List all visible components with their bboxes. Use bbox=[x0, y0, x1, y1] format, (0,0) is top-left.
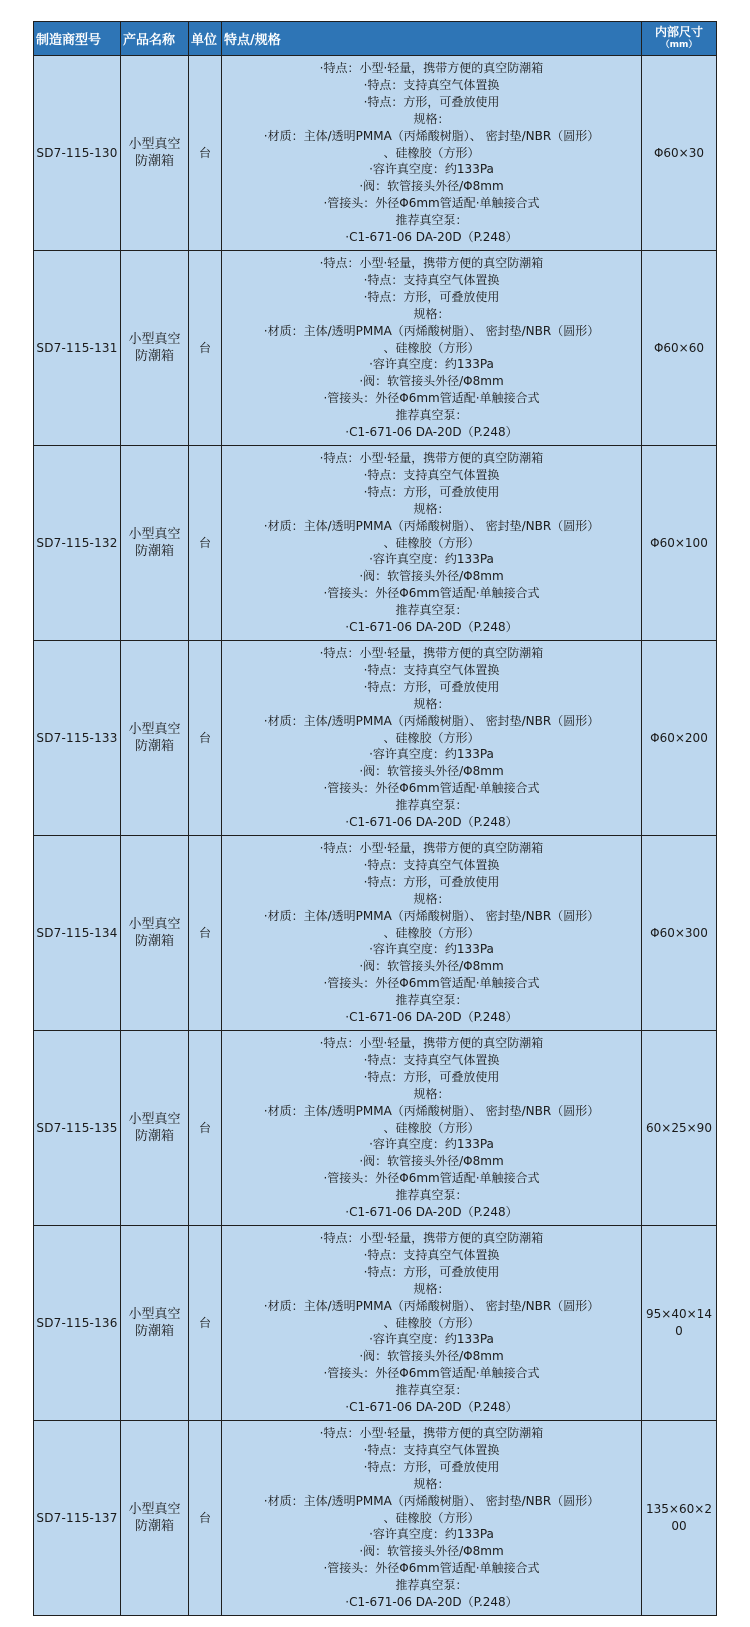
spec-line: 推荐真空泵： bbox=[395, 1188, 468, 1203]
header-dim-unit: （mm） bbox=[660, 39, 698, 50]
spec-line: ·特点：支持真空气体置换 bbox=[363, 467, 500, 482]
spec-line: ·容许真空度：约133Pa bbox=[369, 747, 494, 762]
spec-line: ·特点：方形，可叠放使用 bbox=[363, 1069, 500, 1084]
spec-line: ·C1-671-06 DA-20D（P.248） bbox=[345, 1205, 518, 1220]
spec-line: ·阀：软管接头外径/Φ8mm bbox=[359, 1544, 504, 1559]
spec-line: ·管接头：外径Φ6mm管适配·单触接合式 bbox=[323, 391, 540, 406]
spec-line: ·C1-671-06 DA-20D（P.248） bbox=[345, 620, 518, 635]
spec-line: ·特点：方形，可叠放使用 bbox=[363, 484, 500, 499]
unit-cell: 台 bbox=[189, 1421, 222, 1616]
spec-line: ·容许真空度：约133Pa bbox=[369, 1527, 494, 1542]
spec-line: ·材质：主体/透明PMMA（丙烯酸树脂）、 密封垫/NBR（圆形） bbox=[263, 1493, 600, 1508]
dimension-cell: 60×25×90 bbox=[642, 1031, 717, 1226]
model-cell: SD7-115-135 bbox=[34, 1031, 121, 1226]
table-row bbox=[34, 836, 717, 1031]
spec-cell bbox=[222, 446, 642, 641]
spec-line: 、硅橡胶（方形） bbox=[383, 340, 480, 355]
spec-line: 、硅橡胶（方形） bbox=[383, 1315, 480, 1330]
model-cell: SD7-115-132 bbox=[34, 446, 121, 641]
spec-line: ·管接头：外径Φ6mm管适配·单触接合式 bbox=[323, 1366, 540, 1381]
spec-line: ·C1-671-06 DA-20D（P.248） bbox=[345, 230, 518, 245]
table-body bbox=[34, 56, 717, 1616]
spec-line: 、硅橡胶（方形） bbox=[383, 1120, 480, 1135]
spec-cell bbox=[222, 56, 642, 251]
spec-cell bbox=[222, 1031, 642, 1226]
spec-line: 规格： bbox=[413, 1281, 450, 1296]
spec-line: ·C1-671-06 DA-20D（P.248） bbox=[345, 425, 518, 440]
spec-line: ·特点：小型·轻量，携带方便的真空防潮箱 bbox=[319, 61, 544, 76]
header-spec: 特点/规格 bbox=[222, 22, 642, 56]
spec-line: ·特点：小型·轻量，携带方便的真空防潮箱 bbox=[319, 1231, 544, 1246]
spec-line: ·特点：方形，可叠放使用 bbox=[363, 1264, 500, 1279]
spec-line: ·阀：软管接头外径/Φ8mm bbox=[359, 569, 504, 584]
product-name-cell: 小型真空防潮箱 bbox=[121, 446, 189, 641]
header-model: 制造商型号 bbox=[34, 22, 121, 56]
spec-cell bbox=[222, 836, 642, 1031]
unit-cell: 台 bbox=[189, 1226, 222, 1421]
spec-cell bbox=[222, 1421, 642, 1616]
model-cell: SD7-115-133 bbox=[34, 641, 121, 836]
table-row bbox=[34, 1421, 717, 1616]
spec-line: ·C1-671-06 DA-20D（P.248） bbox=[345, 815, 518, 830]
spec-line: ·容许真空度：约133Pa bbox=[369, 552, 494, 567]
spec-line: 规格： bbox=[413, 306, 450, 321]
dimension-cell: 95×40×140 bbox=[642, 1226, 717, 1421]
product-name-cell: 小型真空防潮箱 bbox=[121, 1226, 189, 1421]
spec-line: ·C1-671-06 DA-20D（P.248） bbox=[345, 1400, 518, 1415]
product-name-cell: 小型真空防潮箱 bbox=[121, 56, 189, 251]
table-row bbox=[34, 1031, 717, 1226]
model-cell: SD7-115-137 bbox=[34, 1421, 121, 1616]
spec-line: ·特点：小型·轻量，携带方便的真空防潮箱 bbox=[319, 1036, 544, 1051]
spec-line: ·阀：软管接头外径/Φ8mm bbox=[359, 959, 504, 974]
product-spec-table bbox=[33, 21, 717, 1616]
spec-line: 规格： bbox=[413, 111, 450, 126]
spec-line: 规格： bbox=[413, 1476, 450, 1491]
unit-cell: 台 bbox=[189, 251, 222, 446]
spec-line: 规格： bbox=[413, 1086, 450, 1101]
spec-line: 推荐真空泵： bbox=[395, 1383, 468, 1398]
spec-line: 推荐真空泵： bbox=[395, 798, 468, 813]
model-cell: SD7-115-131 bbox=[34, 251, 121, 446]
dimension-cell: Φ60×200 bbox=[642, 641, 717, 836]
unit-cell: 台 bbox=[189, 446, 222, 641]
spec-line: ·材质：主体/透明PMMA（丙烯酸树脂）、 密封垫/NBR（圆形） bbox=[263, 1298, 600, 1313]
spec-line: ·材质：主体/透明PMMA（丙烯酸树脂）、 密封垫/NBR（圆形） bbox=[263, 1103, 600, 1118]
spec-line: 、硅橡胶（方形） bbox=[383, 1510, 480, 1525]
spec-line: ·材质：主体/透明PMMA（丙烯酸树脂）、 密封垫/NBR（圆形） bbox=[263, 713, 600, 728]
spec-line: ·材质：主体/透明PMMA（丙烯酸树脂）、 密封垫/NBR（圆形） bbox=[263, 323, 600, 338]
spec-line: 推荐真空泵： bbox=[395, 993, 468, 1008]
unit-cell: 台 bbox=[189, 1031, 222, 1226]
table-row bbox=[34, 641, 717, 836]
spec-line: 规格： bbox=[413, 501, 450, 516]
spec-line: ·容许真空度：约133Pa bbox=[369, 357, 494, 372]
spec-line: ·容许真空度：约133Pa bbox=[369, 942, 494, 957]
spec-line: ·特点：方形，可叠放使用 bbox=[363, 679, 500, 694]
spec-line: 、硅橡胶（方形） bbox=[383, 925, 480, 940]
spec-line: ·阀：软管接头外径/Φ8mm bbox=[359, 1154, 504, 1169]
product-name-cell: 小型真空防潮箱 bbox=[121, 641, 189, 836]
spec-line: ·阀：软管接头外径/Φ8mm bbox=[359, 374, 504, 389]
spec-line: ·阀：软管接头外径/Φ8mm bbox=[359, 1349, 504, 1364]
spec-line: 、硅橡胶（方形） bbox=[383, 535, 480, 550]
spec-line: ·特点：支持真空气体置换 bbox=[363, 1247, 500, 1262]
unit-cell: 台 bbox=[189, 56, 222, 251]
spec-line: ·特点：支持真空气体置换 bbox=[363, 272, 500, 287]
spec-line: 推荐真空泵： bbox=[395, 603, 468, 618]
spec-line: ·特点：小型·轻量，携带方便的真空防潮箱 bbox=[319, 646, 544, 661]
model-cell: SD7-115-130 bbox=[34, 56, 121, 251]
spec-line: ·管接头：外径Φ6mm管适配·单触接合式 bbox=[323, 196, 540, 211]
spec-line: ·特点：方形，可叠放使用 bbox=[363, 94, 500, 109]
table-row bbox=[34, 56, 717, 251]
product-name-cell: 小型真空防潮箱 bbox=[121, 251, 189, 446]
spec-line: ·特点：小型·轻量，携带方便的真空防潮箱 bbox=[319, 1426, 544, 1441]
spec-cell bbox=[222, 251, 642, 446]
spec-line: ·特点：支持真空气体置换 bbox=[363, 1052, 500, 1067]
unit-cell: 台 bbox=[189, 836, 222, 1031]
dimension-cell: 135×60×200 bbox=[642, 1421, 717, 1616]
spec-line: 推荐真空泵： bbox=[395, 1578, 468, 1593]
spec-line: ·特点：支持真空气体置换 bbox=[363, 1442, 500, 1457]
unit-cell: 台 bbox=[189, 641, 222, 836]
spec-line: 规格： bbox=[413, 696, 450, 711]
spec-line: ·特点：小型·轻量，携带方便的真空防潮箱 bbox=[319, 841, 544, 856]
header-unit: 单位 bbox=[189, 22, 222, 56]
spec-line: ·材质：主体/透明PMMA（丙烯酸树脂）、 密封垫/NBR（圆形） bbox=[263, 128, 600, 143]
spec-line: ·容许真空度：约133Pa bbox=[369, 1137, 494, 1152]
dimension-cell: Φ60×60 bbox=[642, 251, 717, 446]
header-dim bbox=[642, 22, 717, 56]
spec-cell bbox=[222, 641, 642, 836]
spec-line: ·特点：方形，可叠放使用 bbox=[363, 289, 500, 304]
spec-line: ·管接头：外径Φ6mm管适配·单触接合式 bbox=[323, 1171, 540, 1186]
table-row bbox=[34, 251, 717, 446]
spec-line: ·特点：方形，可叠放使用 bbox=[363, 874, 500, 889]
product-name-cell: 小型真空防潮箱 bbox=[121, 836, 189, 1031]
spec-line: ·特点：方形，可叠放使用 bbox=[363, 1459, 500, 1474]
spec-cell bbox=[222, 1226, 642, 1421]
spec-line: 推荐真空泵： bbox=[395, 408, 468, 423]
spec-line: 推荐真空泵： bbox=[395, 213, 468, 228]
spec-line: ·材质：主体/透明PMMA（丙烯酸树脂）、 密封垫/NBR（圆形） bbox=[263, 908, 600, 923]
spec-line: ·管接头：外径Φ6mm管适配·单触接合式 bbox=[323, 781, 540, 796]
spec-line: ·材质：主体/透明PMMA（丙烯酸树脂）、 密封垫/NBR（圆形） bbox=[263, 518, 600, 533]
dimension-cell: Φ60×300 bbox=[642, 836, 717, 1031]
spec-line: 、硅橡胶（方形） bbox=[383, 145, 480, 160]
spec-line: ·特点：支持真空气体置换 bbox=[363, 662, 500, 677]
model-cell: SD7-115-134 bbox=[34, 836, 121, 1031]
spec-line: ·容许真空度：约133Pa bbox=[369, 1332, 494, 1347]
table-row bbox=[34, 446, 717, 641]
spec-line: ·特点：支持真空气体置换 bbox=[363, 77, 500, 92]
header-dim-label: 内部尺寸 bbox=[654, 24, 703, 39]
spec-line: ·特点：小型·轻量，携带方便的真空防潮箱 bbox=[319, 451, 544, 466]
dimension-cell: Φ60×100 bbox=[642, 446, 717, 641]
spec-line: ·C1-671-06 DA-20D（P.248） bbox=[345, 1595, 518, 1610]
spec-line: ·阀：软管接头外径/Φ8mm bbox=[359, 179, 504, 194]
spec-line: ·管接头：外径Φ6mm管适配·单触接合式 bbox=[323, 1561, 540, 1576]
spec-line: ·管接头：外径Φ6mm管适配·单触接合式 bbox=[323, 976, 540, 991]
spec-line: 规格： bbox=[413, 891, 450, 906]
product-name-cell: 小型真空防潮箱 bbox=[121, 1421, 189, 1616]
spec-line: ·C1-671-06 DA-20D（P.248） bbox=[345, 1010, 518, 1025]
spec-line: 、硅橡胶（方形） bbox=[383, 730, 480, 745]
table-header bbox=[34, 22, 717, 56]
table-row bbox=[34, 1226, 717, 1421]
spec-line: ·阀：软管接头外径/Φ8mm bbox=[359, 764, 504, 779]
model-cell: SD7-115-136 bbox=[34, 1226, 121, 1421]
header-name: 产品名称 bbox=[121, 22, 189, 56]
spec-line: ·特点：支持真空气体置换 bbox=[363, 857, 500, 872]
spec-line: ·特点：小型·轻量，携带方便的真空防潮箱 bbox=[319, 256, 544, 271]
spec-line: ·容许真空度：约133Pa bbox=[369, 162, 494, 177]
spec-line: ·管接头：外径Φ6mm管适配·单触接合式 bbox=[323, 586, 540, 601]
product-name-cell: 小型真空防潮箱 bbox=[121, 1031, 189, 1226]
dimension-cell: Φ60×30 bbox=[642, 56, 717, 251]
